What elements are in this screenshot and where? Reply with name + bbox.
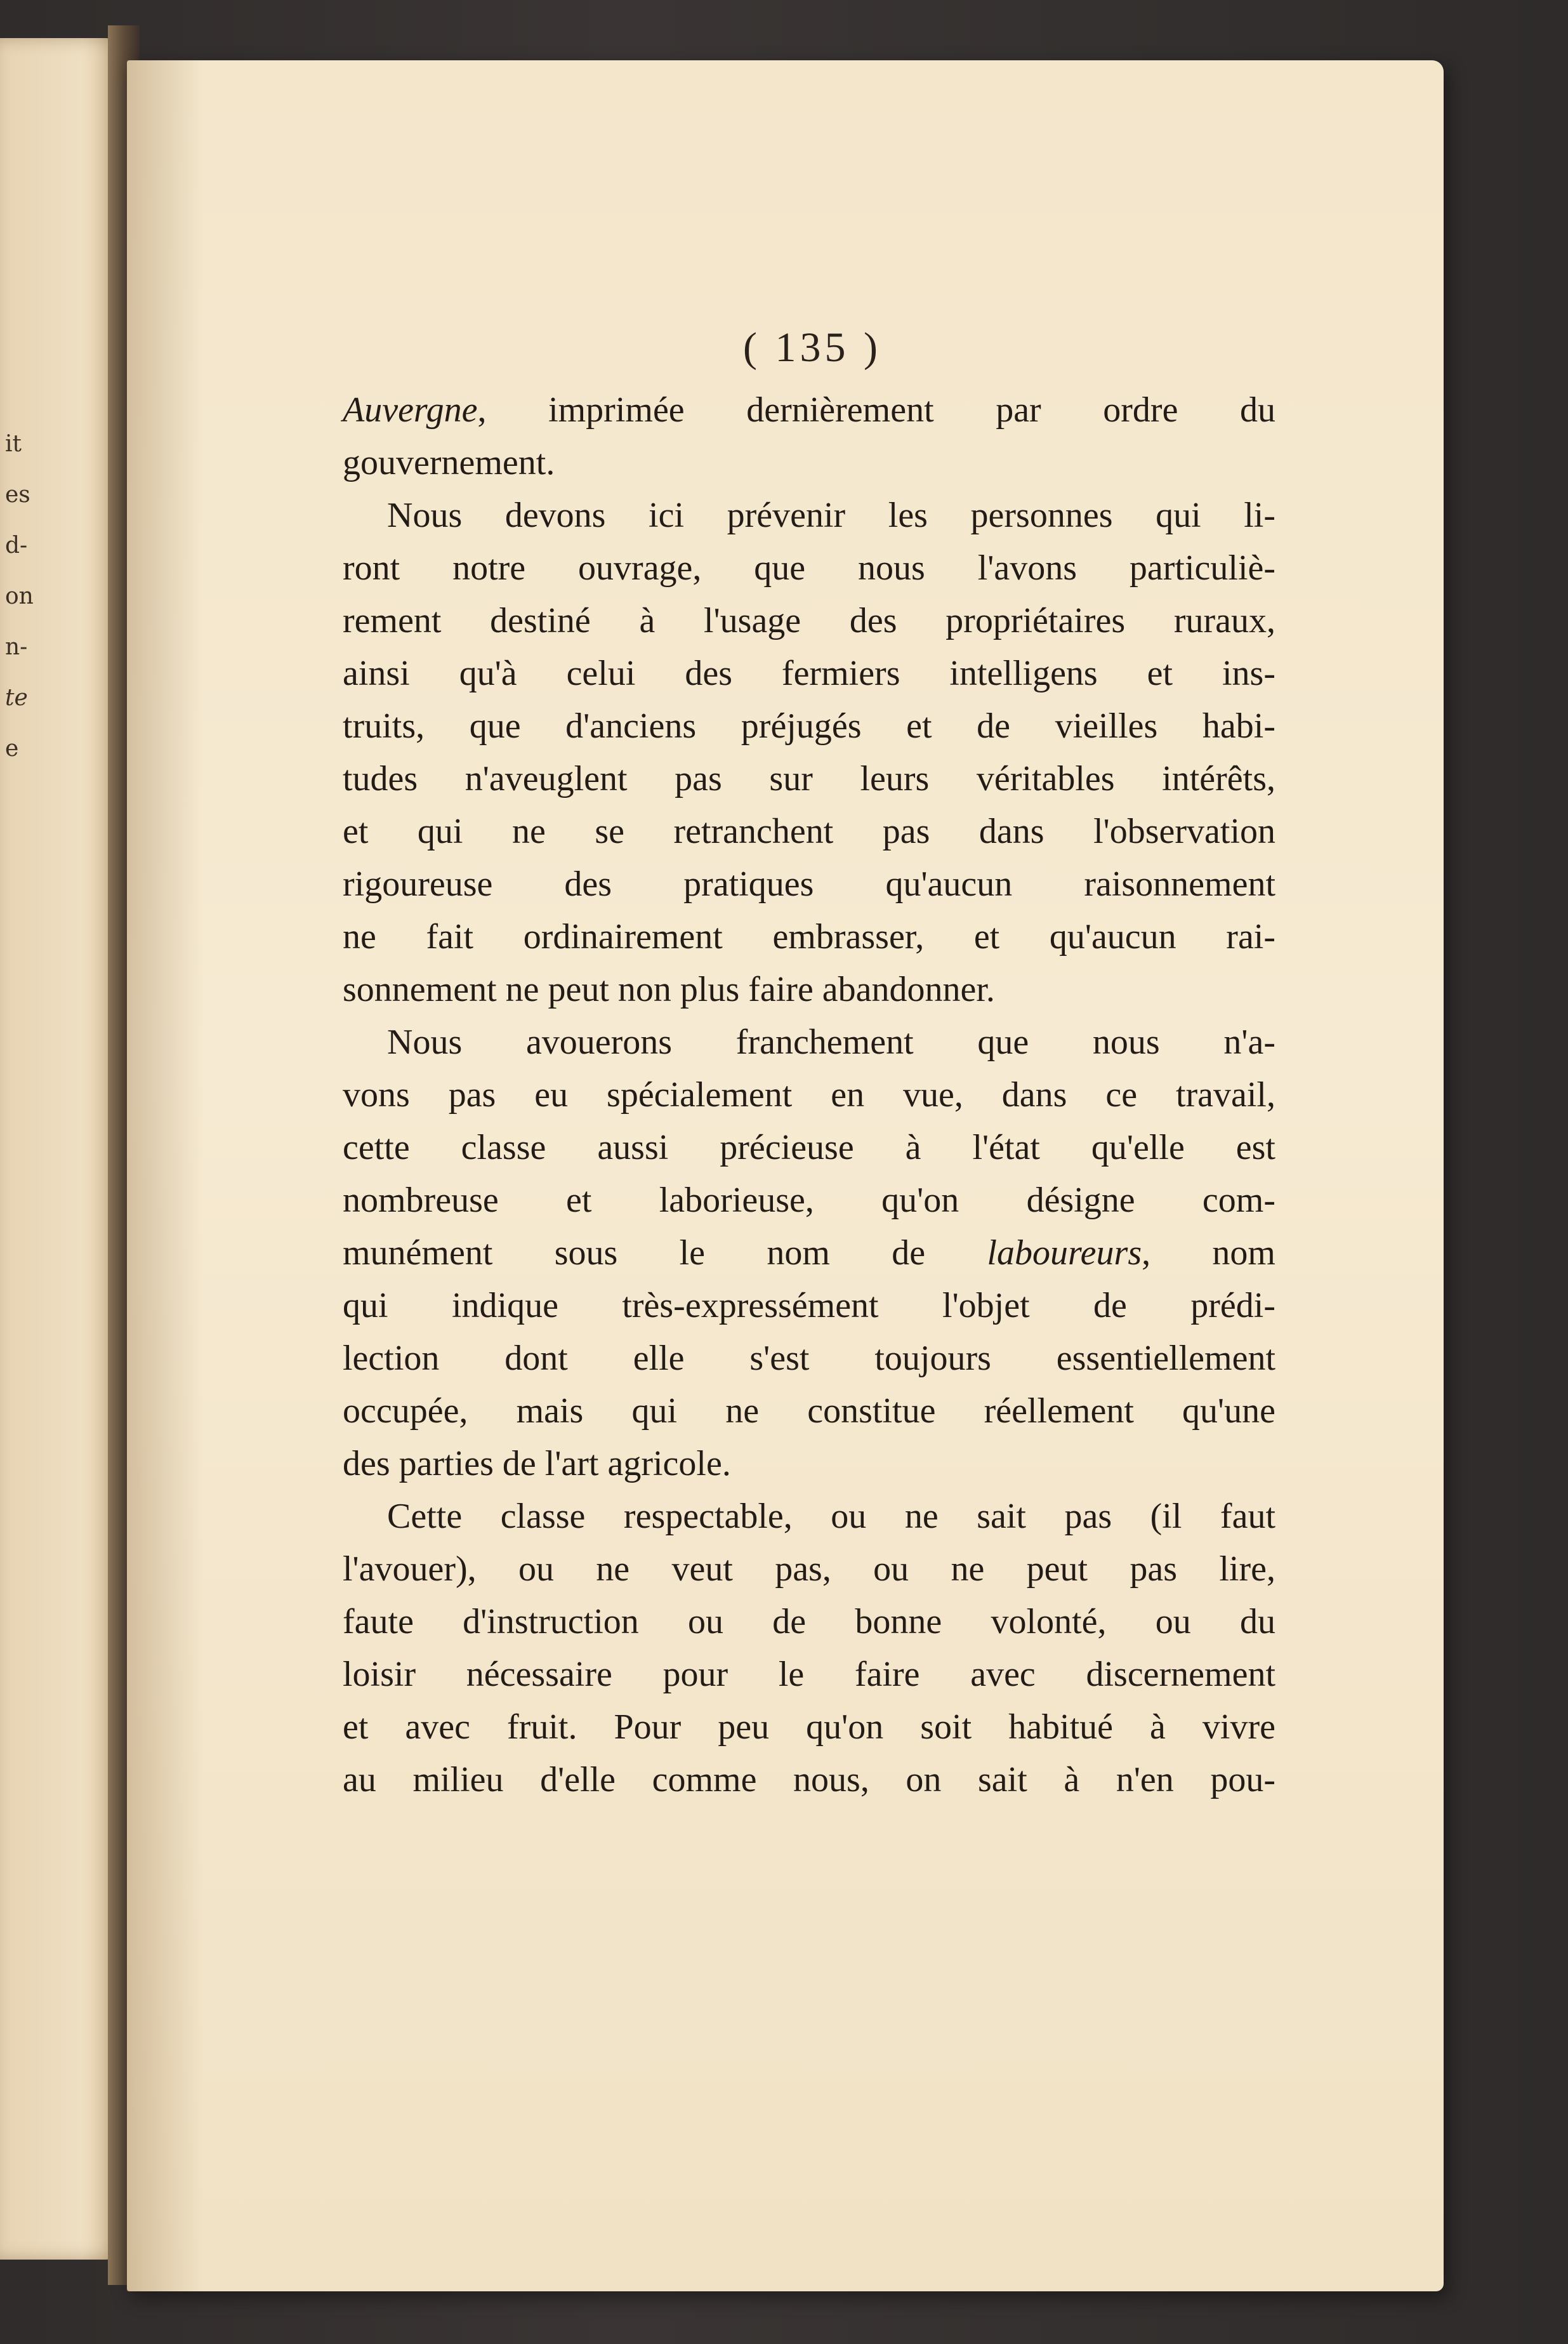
text-line [343, 1543, 1275, 1596]
text-line [343, 963, 1275, 1016]
text-line [343, 753, 1275, 805]
text-run: faute d'instruction ou de bonne volonté, ou du [343, 1602, 1275, 1641]
text-run: ne fait ordinairement embrasser, et qu'aucun rai- [343, 917, 1275, 957]
left-fragment: e [5, 736, 19, 762]
italic-text: Auvergne [343, 390, 478, 430]
text-line [343, 1648, 1275, 1701]
text-run: , imprimée dernièrement par ordre du [477, 390, 1275, 430]
text-run: vons pas eu spécialement en vue, dans ce travail, [343, 1075, 1275, 1115]
text-line [343, 1227, 1275, 1280]
text-line [343, 1280, 1275, 1332]
text-line [343, 595, 1275, 647]
left-fragment: on [5, 583, 34, 609]
text-line [343, 1438, 1275, 1490]
italic-text: laboureurs [987, 1233, 1142, 1273]
text-run: au milieu d'elle comme nous, on sait à n'en pou- [343, 1760, 1275, 1799]
text-run: lection dont elle s'est toujours essentiellement [343, 1339, 1275, 1378]
text-run: gouvernement. [343, 443, 555, 482]
text-run: ront notre ouvrage, que nous l'avons particuliè- [343, 548, 1275, 588]
text-run: nombreuse et laborieuse, qu'on désigne com- [343, 1181, 1275, 1220]
text-line [343, 1701, 1275, 1754]
text-line [343, 384, 1275, 437]
text-run: Nous devons ici prévenir les personnes qui li- [387, 496, 1275, 535]
text-line [343, 647, 1275, 700]
text-run: loisir nécessaire pour le faire avec discernement [343, 1655, 1275, 1694]
text-run: Cette classe respectable, ou ne sait pas (il faut [387, 1497, 1275, 1536]
page-number: ( 135 ) [743, 324, 881, 371]
left-page-text-fragments [5, 419, 34, 774]
text-line [343, 1385, 1275, 1438]
text-line [343, 1754, 1275, 1806]
left-fragment: d- [5, 533, 28, 559]
text-run: cette classe aussi précieuse à l'état qu'elle est [343, 1128, 1275, 1167]
text-line [343, 911, 1275, 963]
text-run: rigoureuse des pratiques qu'aucun raisonnement [343, 864, 1275, 904]
text-line [343, 858, 1275, 911]
left-fragment: es [5, 482, 30, 508]
text-run: ainsi qu'à celui des fermiers intelligens et ins- [343, 654, 1275, 693]
text-line [343, 1069, 1275, 1122]
text-line [343, 1174, 1275, 1227]
text-line [343, 1490, 1275, 1543]
text-line [343, 805, 1275, 858]
text-line [343, 700, 1275, 753]
right-page [127, 60, 1444, 2291]
text-line [343, 1122, 1275, 1174]
text-run: rement destiné à l'usage des propriétaires ruraux, [343, 601, 1275, 640]
text-run: qui indique très-expressément l'objet de prédi- [343, 1286, 1275, 1325]
text-line [343, 1596, 1275, 1648]
left-fragment: n- [5, 634, 28, 660]
text-run: des parties de l'art agricole. [343, 1444, 731, 1483]
left-fragment: te [5, 685, 28, 711]
text-line [343, 1016, 1275, 1069]
text-run: sonnement ne peut non plus faire abandonner. [343, 970, 995, 1009]
text-run: et qui ne se retranchent pas dans l'observation [343, 812, 1275, 851]
left-facing-page [0, 38, 117, 2260]
body-text [343, 384, 1275, 1806]
text-run: , nom [1142, 1233, 1275, 1273]
text-run: truits, que d'anciens préjugés et de vieilles habi- [343, 706, 1275, 746]
text-run: Nous avouerons franchement que nous n'a- [387, 1023, 1275, 1062]
text-run: munément sous le nom de [343, 1233, 987, 1273]
text-line [343, 1332, 1275, 1385]
text-run: et avec fruit. Pour peu qu'on soit habitué à vivre [343, 1707, 1275, 1747]
text-run: l'avouer), ou ne veut pas, ou ne peut pas lire, [343, 1549, 1275, 1589]
text-line [343, 542, 1275, 595]
text-run: tudes n'aveuglent pas sur leurs véritables intérêts, [343, 759, 1275, 798]
text-line [343, 489, 1275, 542]
text-run: occupée, mais qui ne constitue réellement qu'une [343, 1391, 1275, 1431]
left-fragment: it [5, 431, 22, 457]
text-line [343, 437, 1275, 489]
